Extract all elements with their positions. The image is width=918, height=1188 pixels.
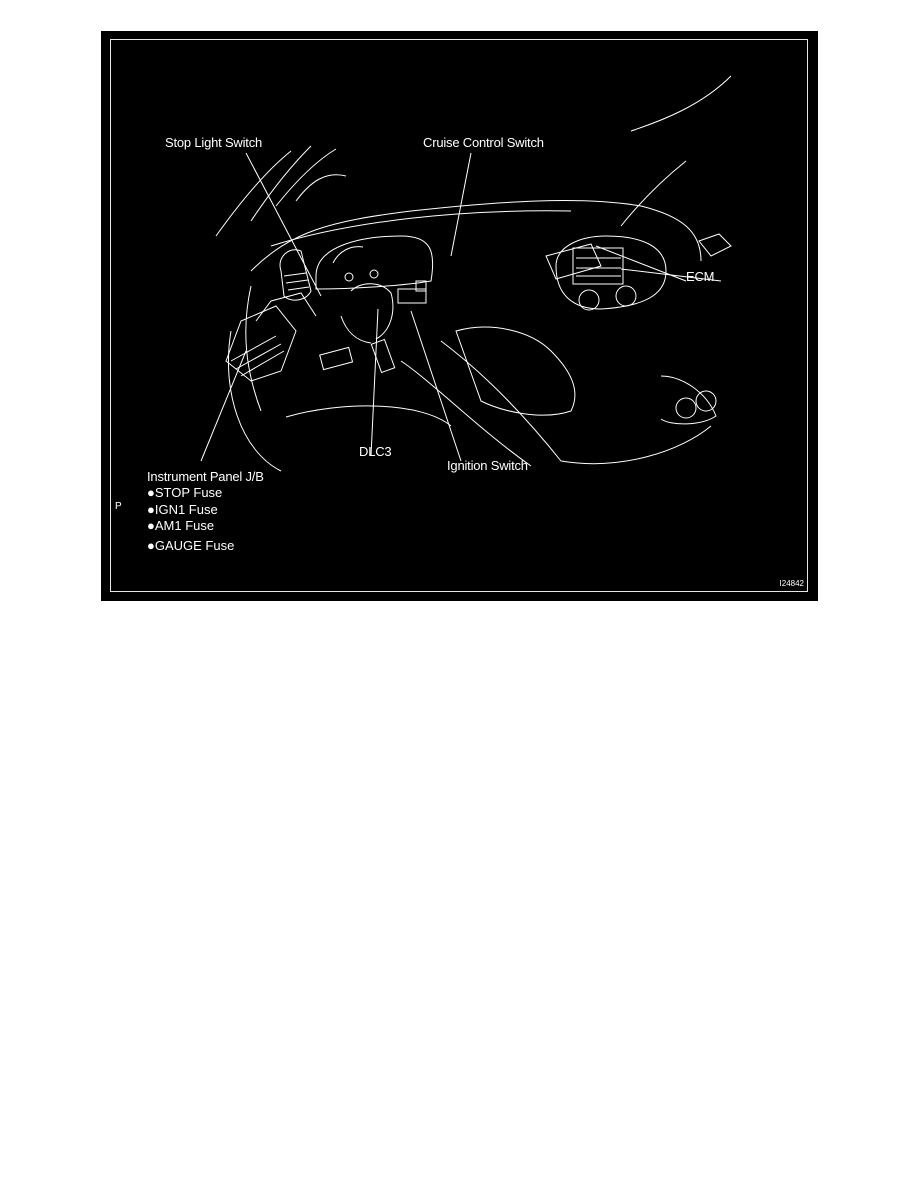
label-cruise-control-switch: Cruise Control Switch [423, 135, 544, 150]
component-location-figure [101, 31, 818, 601]
figure-id: I24842 [779, 579, 804, 588]
margin-marker: P [115, 501, 122, 512]
fuse-item-gauge: ●GAUGE Fuse [147, 537, 235, 553]
label-stop-light-switch: Stop Light Switch [165, 135, 263, 150]
fuse-list [147, 485, 234, 554]
fuse-item-stop: ●STOP Fuse [147, 485, 223, 500]
fuse-item-ign1: ●IGN1 Fuse [147, 501, 218, 517]
label-instrument-panel-jb: Instrument Panel J/B [147, 469, 264, 484]
label-ignition-switch: Ignition Switch [447, 458, 528, 473]
label-dlc3: DLC3 [359, 444, 392, 459]
label-ecm: ECM [686, 269, 715, 284]
fuse-item-am1: ●AM1 Fuse [147, 518, 215, 533]
